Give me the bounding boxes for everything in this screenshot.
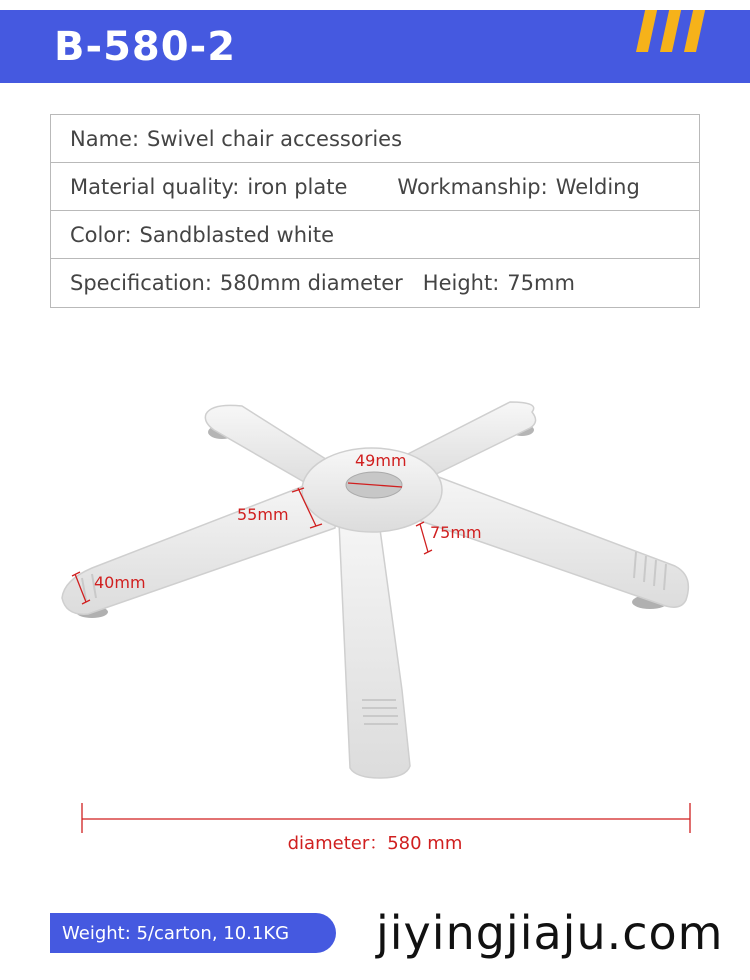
arm-width-label: 55mm — [237, 505, 289, 524]
spec-label: Specification: — [70, 271, 212, 295]
spec-row-material — [51, 163, 699, 211]
workmanship-value: Welding — [555, 174, 640, 199]
height-label: Height: — [422, 271, 500, 295]
material-label: Material quality: — [70, 174, 240, 199]
weight-badge: Weight: 5/carton, 10.1KG — [50, 913, 336, 953]
header-banner — [0, 10, 750, 83]
material-value: iron plate — [247, 174, 348, 199]
name-label: Name: — [70, 126, 140, 151]
height-value: 75mm — [507, 271, 575, 295]
page-title: B-580-2 — [54, 24, 237, 70]
tip-width-label: 40mm — [94, 573, 146, 592]
arm-height-label: 75mm — [430, 523, 482, 542]
name-value: Swivel chair accessories — [147, 126, 403, 151]
spec-table — [50, 114, 700, 308]
spec-row-name — [51, 115, 699, 163]
color-value: Sandblasted white — [139, 222, 334, 247]
website-text: jiyingjiaju.com — [376, 906, 724, 960]
spec-row-color — [51, 211, 699, 259]
stripes-decoration — [632, 10, 712, 56]
color-label: Color: — [70, 222, 132, 247]
center-hole-label: 49mm — [355, 451, 407, 470]
diameter-label: diameter：580 mm — [287, 833, 463, 854]
workmanship-label: Workmanship: — [397, 174, 548, 199]
spec-row-specification — [51, 259, 699, 307]
spec-value: 580mm diameter — [219, 271, 403, 295]
